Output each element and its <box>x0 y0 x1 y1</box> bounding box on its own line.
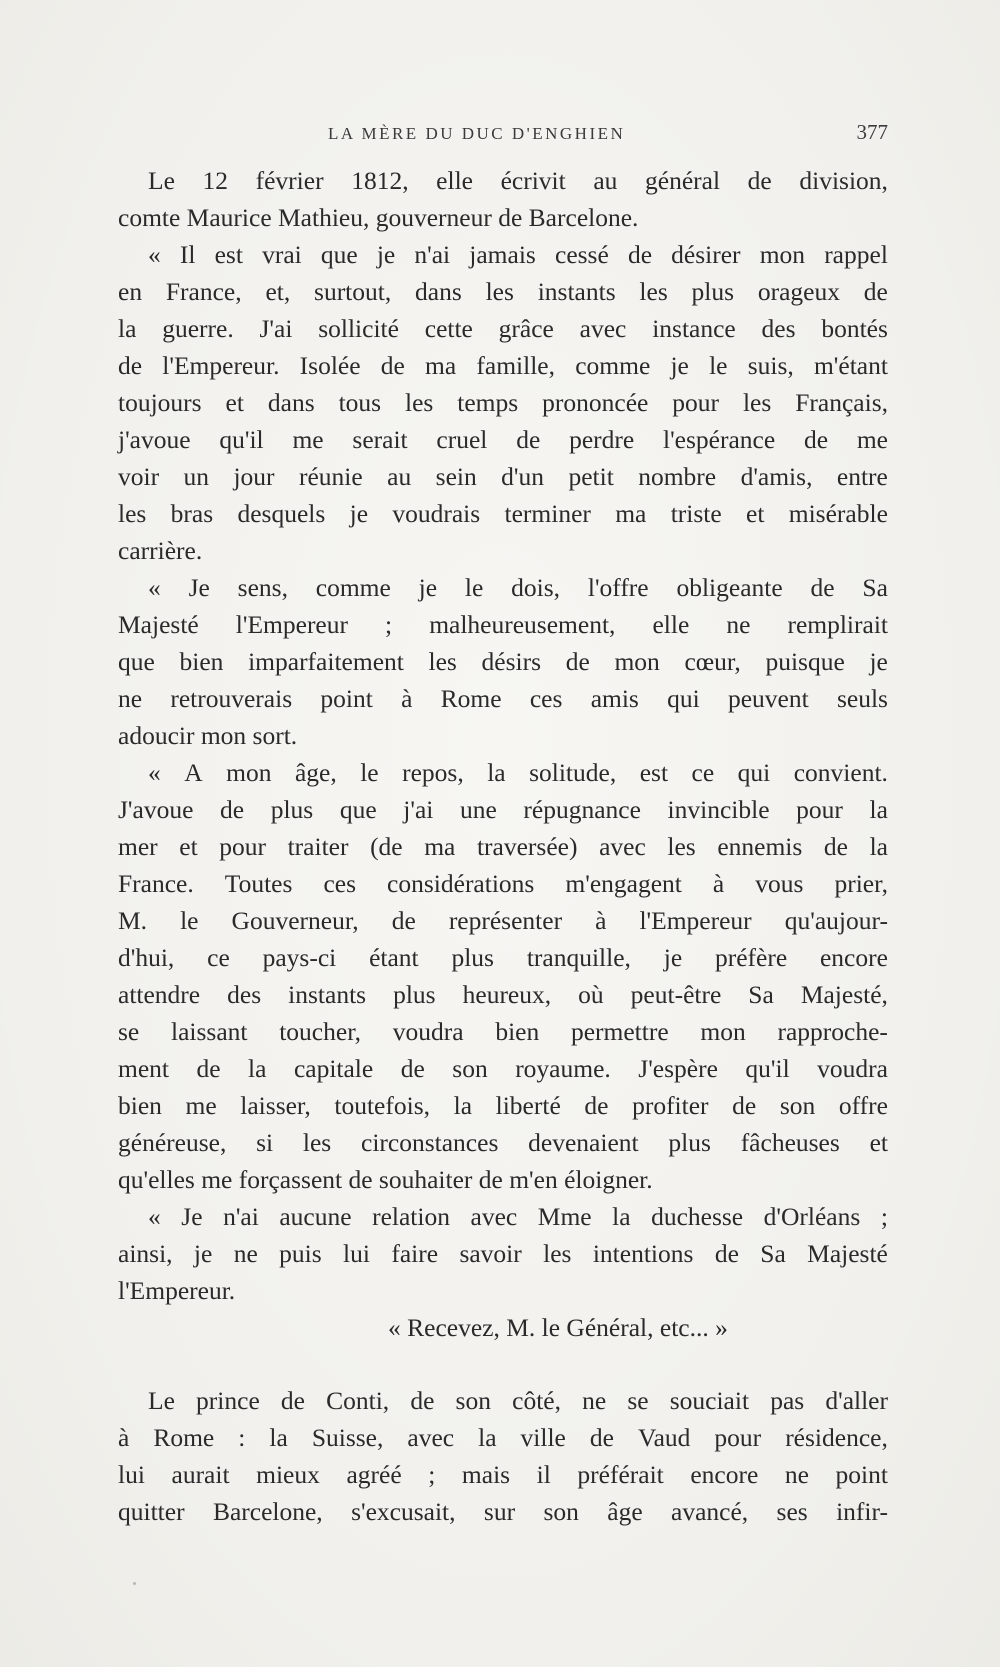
paragraph-line: mer et pour traiter (de ma traversée) avec les ennemis de la <box>118 832 888 861</box>
page-number: 377 <box>856 120 888 144</box>
paragraph-line: que bien imparfaitement les désirs de mon cœur, puisque je <box>118 647 888 676</box>
paragraph-line: lui aurait mieux agréé ; mais il préférait encore ne point <box>118 1460 888 1489</box>
paragraph-line: d'hui, ce pays-ci étant plus tranquille, je préfère encore <box>118 943 888 972</box>
paragraph-first-line: « Il est vrai que je n'ai jamais cessé de désirer mon rappel <box>148 240 888 269</box>
letter-closing: « Recevez, M. le Général, etc... » <box>388 1313 728 1342</box>
paragraph-line: comte Maurice Mathieu, gouverneur de Barcelone. <box>118 203 639 232</box>
paragraph-line: attendre des instants plus heureux, où peut-être Sa Majesté, <box>118 980 888 1009</box>
paragraph-line: quitter Barcelone, s'excusait, sur son âge avancé, ses infir- <box>118 1497 888 1526</box>
paragraph-line: bien me laisser, toutefois, la liberté de profiter de son offre <box>118 1091 888 1120</box>
paragraph-first-line: « A mon âge, le repos, la solitude, est ce qui convient. <box>148 758 888 787</box>
paragraph-line: J'avoue de plus que j'ai une répugnance invincible pour la <box>118 795 888 824</box>
paragraph-line: carrière. <box>118 536 203 565</box>
paragraph-line: les bras desquels je voudrais terminer ma triste et misérable <box>118 499 888 528</box>
paragraph-first-line: « Je sens, comme je le dois, l'offre obligeante de Sa <box>148 573 888 602</box>
paragraph-line: adoucir mon sort. <box>118 721 298 750</box>
paragraph-line: à Rome : la Suisse, avec la ville de Vaud pour résidence, <box>118 1423 888 1452</box>
paragraph-line: j'avoue qu'il me serait cruel de perdre l'espérance de me <box>118 425 888 454</box>
paragraph-line: ne retrouverais point à Rome ces amis qui peuvent seuls <box>118 684 888 713</box>
paragraph-line: de l'Empereur. Isolée de ma famille, comme je le suis, m'étant <box>118 351 888 380</box>
paragraph-line: l'Empereur. <box>118 1276 236 1305</box>
paragraph-line: qu'elles me forçassent de souhaiter de m'en éloigner. <box>118 1165 653 1194</box>
paragraph-line: M. le Gouverneur, de représenter à l'Empereur qu'aujour- <box>118 906 888 935</box>
running-head <box>118 120 888 150</box>
ink-speck <box>133 1582 136 1585</box>
body-text <box>118 162 888 1530</box>
paragraph-line: toujours et dans tous les temps prononcée pour les Français, <box>118 388 888 417</box>
paragraph-line: France. Toutes ces considérations m'engagent à vous prier, <box>118 869 888 898</box>
paragraph-first-line: Le 12 février 1812, elle écrivit au général de division, <box>148 166 888 195</box>
paragraph-first-line: « Je n'ai aucune relation avec Mme la duchesse d'Orléans ; <box>148 1202 888 1231</box>
paragraph-line: Majesté l'Empereur ; malheureusement, elle ne remplirait <box>118 610 888 639</box>
paragraph-first-line: Le prince de Conti, de son côté, ne se souciait pas d'aller <box>148 1386 888 1415</box>
paragraph-line: se laissant toucher, voudra bien permettre mon rapproche- <box>118 1017 888 1046</box>
paragraph-line: ment de la capitale de son royaume. J'espère qu'il voudra <box>118 1054 888 1083</box>
paragraph-line: voir un jour réunie au sein d'un petit nombre d'amis, entre <box>118 462 888 491</box>
running-title: LA MÈRE DU DUC D'ENGHIEN <box>328 124 626 143</box>
paragraph-line: la guerre. J'ai sollicité cette grâce avec instance des bontés <box>118 314 888 343</box>
paragraph-line: généreuse, si les circonstances devenaient plus fâcheuses et <box>118 1128 888 1157</box>
paragraph-line: ainsi, je ne puis lui faire savoir les intentions de Sa Majesté <box>118 1239 888 1268</box>
section-gap <box>118 1346 888 1382</box>
paragraph-line: en France, et, surtout, dans les instants les plus orageux de <box>118 277 888 306</box>
